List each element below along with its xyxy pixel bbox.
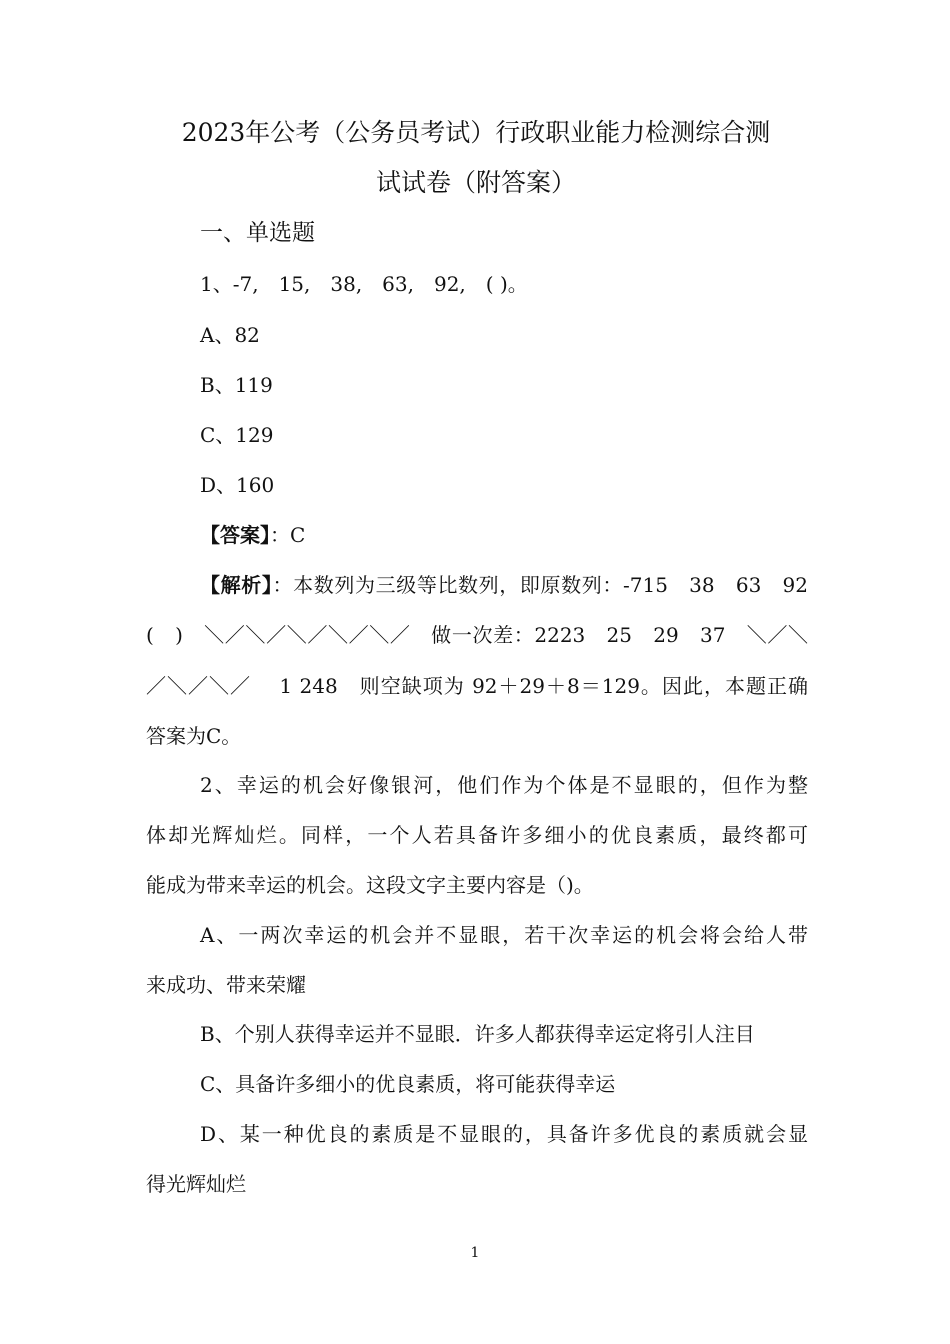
question-2-option-a-line-1: A、一两次幸运的机会并不显眼，若干次幸运的机会将会给人带 [200,923,808,947]
page-number: 1 [470,1245,480,1261]
question-1-analysis-line-4: 答案为C。 [146,724,242,748]
question-2-stem-line-3: 能成为带来幸运的机会。这段文字主要内容是（)。 [146,873,594,897]
question-2-option-d-line-1: D、某一种优良的素质是不显眼的，具备许多优良的素质就会显 [200,1122,808,1146]
question-2-option-d-line-2: 得光辉灿烂 [146,1172,246,1196]
question-2-option-c: C、具备许多细小的优良素质，将可能获得幸运 [200,1072,616,1096]
document-title [146,108,806,208]
analysis-text-1: ：本数列为三级等比数列，即原数列：-715 38 63 92 [272,573,809,597]
question-1-option-d: D、160 [200,473,275,497]
title-line-1: 2023年公考（公务员考试）行政职业能力检测综合测 [181,118,771,147]
question-1-stem: 1、-7, 15, 38, 63, 92, ( )。 [200,272,528,296]
question-1-analysis-line-3: ／＼／＼／ 1 248 则空缺项为 92＋29＋8＝129。因此，本题正确 [146,674,808,698]
question-2-stem-line-2: 体却光辉灿烂。同样，一个人若具备许多细小的优良素质，最终都可 [146,823,808,847]
answer-label: 【答案】 [200,523,270,547]
question-1-analysis-line-1 [200,560,808,610]
question-1-option-a: A、82 [200,323,260,347]
question-1-answer [200,510,808,560]
question-1-option-c: C、129 [200,423,274,447]
answer-value: ：C [270,523,306,547]
analysis-label: 【解析】 [200,573,273,597]
question-1-analysis-line-2: ( ) ＼／＼／＼／＼／＼／ 做一次差：2223 25 29 37 ＼／＼ [146,623,808,647]
question-1-option-b: B、119 [200,373,273,397]
question-2-stem-line-1: 2、幸运的机会好像银河，他们作为个体是不显眼的，但作为整 [200,773,808,797]
question-2-option-a-line-2: 来成功、带来荣耀 [146,973,306,997]
title-line-2: 试试卷（附答案） [375,168,576,197]
section-heading: 一、单选题 [200,220,315,246]
question-2-option-b: B、个别人获得幸运并不显眼．许多人都获得幸运定将引人注目 [200,1022,755,1046]
